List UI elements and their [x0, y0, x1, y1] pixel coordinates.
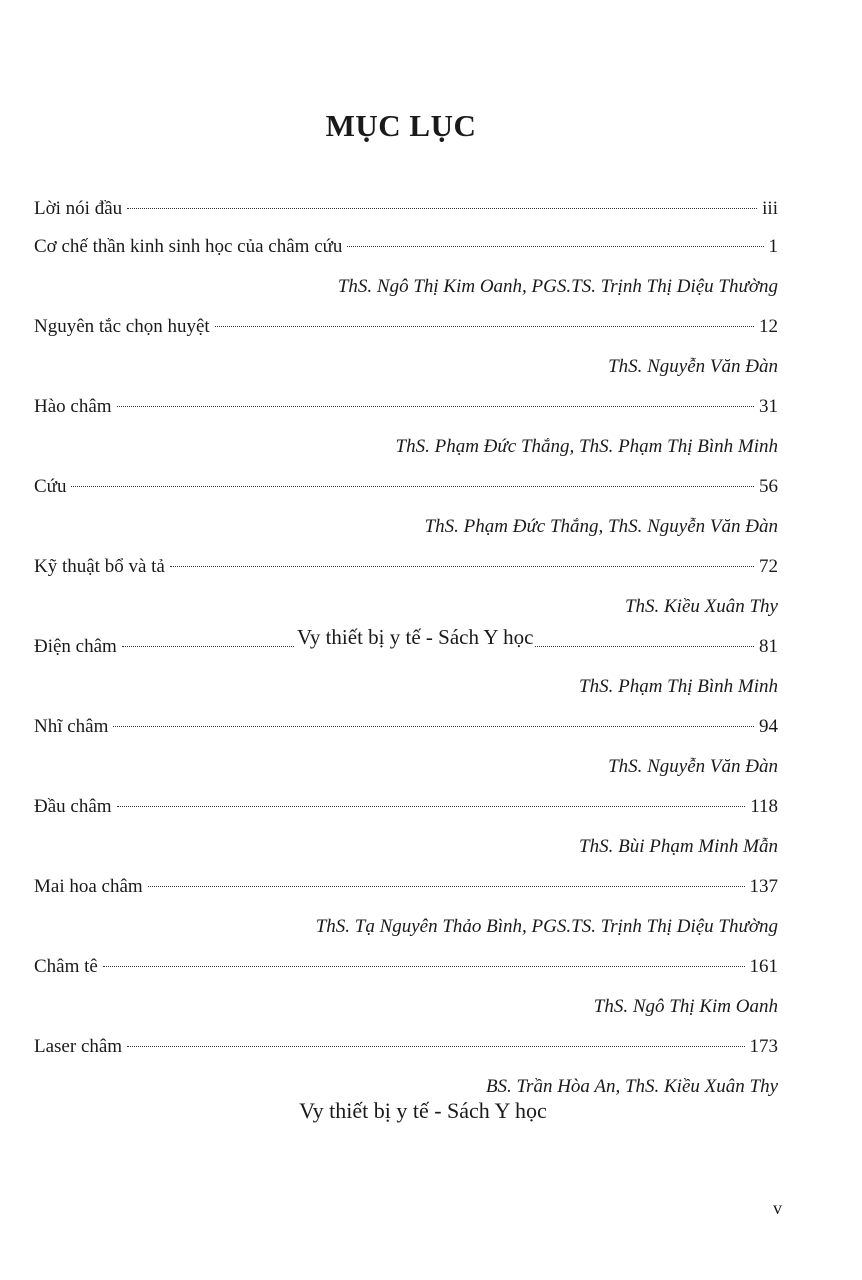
toc-entry	[34, 228, 778, 266]
dot-leader	[127, 208, 757, 209]
entry-page-number: 31	[759, 396, 778, 417]
entry-title: Cứu	[34, 476, 67, 497]
entry-author: ThS. Tạ Nguyên Thảo Bình, PGS.TS. Trịnh Thị Diệu Thường	[315, 916, 778, 937]
entry-title: Hào châm	[34, 396, 112, 417]
dot-leader	[347, 246, 763, 247]
watermark-text: Vy thiết bị y tế - Sách Y học	[297, 625, 534, 649]
entry-author: ThS. Phạm Đức Thắng, ThS. Phạm Thị Bình Minh	[395, 436, 778, 457]
page-title: MỤC LỤC	[325, 108, 477, 143]
entry-author: ThS. Phạm Thị Bình Minh	[579, 676, 778, 697]
entry-title: Điện châm	[34, 636, 117, 657]
entry-page-number: 12	[759, 316, 778, 337]
page-number: v	[773, 1198, 782, 1218]
entry-page-number: 161	[749, 956, 778, 977]
toc-entry	[34, 388, 778, 426]
entry-page-number: iii	[762, 198, 778, 219]
toc-entry	[34, 788, 778, 826]
entry-title: Châm tê	[34, 956, 98, 977]
dot-leader	[170, 566, 754, 567]
entry-page-number: 81	[759, 636, 778, 657]
entry-page-number: 72	[759, 556, 778, 577]
entry-title: Nhĩ châm	[34, 716, 109, 737]
toc-entry	[34, 868, 778, 906]
entry-page-number: 56	[759, 476, 778, 497]
entry-title: Đầu châm	[34, 796, 112, 817]
dot-leader	[127, 1046, 744, 1047]
watermark-text-bottom: Vy thiết bị y tế - Sách Y học	[299, 1098, 547, 1123]
entry-title: Mai hoa châm	[34, 876, 143, 897]
entry-page-number: 94	[759, 716, 778, 737]
entry-author: ThS. Phạm Đức Thắng, ThS. Nguyễn Văn Đàn	[424, 516, 778, 537]
dot-leader	[117, 806, 746, 807]
entry-title: Cơ chế thần kinh sinh học của châm cứu	[34, 236, 343, 257]
entry-page-number: 1	[768, 236, 778, 257]
entry-title: Nguyên tắc chọn huyệt	[34, 316, 210, 337]
entry-author: ThS. Nguyễn Văn Đàn	[608, 356, 778, 377]
dot-leader	[148, 886, 745, 887]
entry-author: ThS. Ngô Thị Kim Oanh, PGS.TS. Trịnh Thị Diệu Thường	[337, 276, 778, 297]
toc-entry	[34, 308, 778, 346]
dot-leader	[103, 966, 745, 967]
entry-title: Kỹ thuật bổ và tả	[34, 556, 165, 577]
toc-entry	[34, 468, 778, 506]
toc-entry	[34, 708, 778, 746]
entry-author: ThS. Bùi Phạm Minh Mẫn	[579, 836, 778, 857]
entry-title: Laser châm	[34, 1036, 123, 1057]
entry-author: ThS. Nguyễn Văn Đàn	[608, 756, 778, 777]
entry-page-number: 137	[749, 876, 778, 897]
toc-entry	[34, 548, 778, 586]
dot-leader	[113, 726, 754, 727]
entry-author: BS. Trần Hòa An, ThS. Kiều Xuân Thy	[485, 1076, 778, 1097]
toc-entry	[34, 948, 778, 986]
dot-leader	[71, 486, 754, 487]
toc-entry-preface	[34, 190, 778, 228]
entry-author: ThS. Ngô Thị Kim Oanh	[593, 996, 778, 1017]
toc-entry	[34, 1028, 778, 1066]
entry-page-number: 118	[750, 796, 778, 817]
dot-leader	[215, 326, 754, 327]
entry-page-number: 173	[749, 1036, 778, 1057]
entry-title: Lời nói đầu	[34, 198, 123, 219]
dot-leader	[117, 406, 754, 407]
entry-author: ThS. Kiều Xuân Thy	[624, 596, 778, 617]
